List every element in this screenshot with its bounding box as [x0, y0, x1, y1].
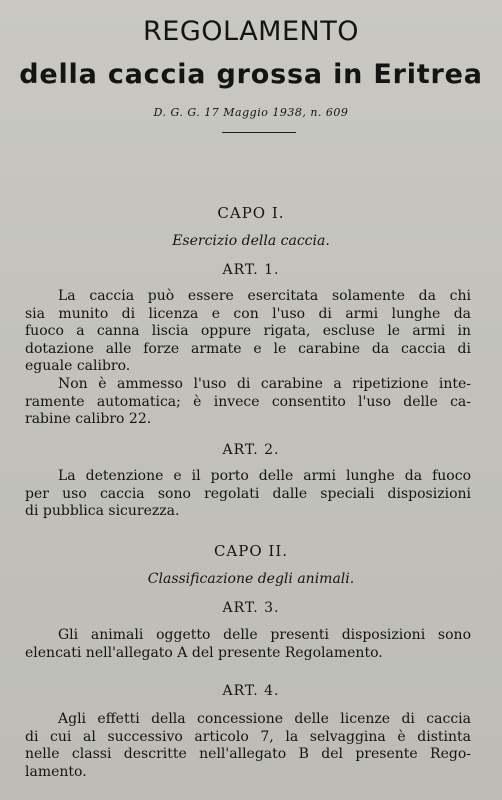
- chapter-2-heading: CAPO II.: [213, 542, 289, 560]
- text-line: di pubblica sicurezza.: [25, 503, 180, 519]
- article-3-heading: ART. 3.: [222, 600, 280, 616]
- text-line: per uso caccia sono regolati dalle speciali disposizioni: [25, 485, 471, 502]
- text-line: La caccia può essere esercitata solamente da chi: [58, 288, 471, 304]
- article-1-heading: ART. 1.: [222, 262, 280, 278]
- document-subtitle: della caccia grossa in Eritrea: [19, 59, 483, 90]
- text-line: dotazione alle forze armate e le carabine da caccia di: [25, 340, 471, 357]
- text-line: rabine calibro 22.: [25, 411, 152, 427]
- text-line: eguale calibro.: [25, 358, 131, 374]
- text-line: nelle classi descritte nell'allegato B del presente Rego-: [25, 746, 471, 762]
- article-3-paragraph-1: [25, 627, 471, 662]
- text-line: di cui al successivo articolo 7, la selvaggina è distinta: [25, 728, 471, 745]
- text-line: ramente automatica; è invece consentito l'uso delle ca-: [25, 393, 471, 410]
- text-line: fuoco a canna liscia oppure rigata, escluse le armi in: [25, 323, 471, 339]
- text-line: elencati nell'allegato A del presente Regolamento.: [25, 644, 383, 661]
- decree-reference: D. G. G. 17 Maggio 1938, n. 609: [153, 106, 349, 119]
- text-line: Gli animali oggetto delle presenti disposizioni sono: [58, 627, 471, 643]
- chapter-2-subtitle: Classificazione degli animali.: [147, 571, 355, 587]
- article-1-paragraph-1: [25, 288, 471, 376]
- text-line: Agli effetti della concessione delle licenze di caccia: [58, 711, 471, 727]
- document-title: REGOLAMENTO: [143, 16, 359, 47]
- text-line: sia munito di licenza e con l'uso di armi lunghe da: [25, 305, 471, 322]
- chapter-1-heading: CAPO I.: [217, 204, 285, 222]
- article-2-heading: ART. 2.: [222, 442, 280, 458]
- chapter-1-subtitle: Esercizio della caccia.: [172, 233, 330, 249]
- article-4-heading: ART. 4.: [222, 683, 280, 699]
- article-1-paragraph-2: [25, 376, 471, 429]
- text-line: La detenzione e il porto delle armi lunghe da fuoco: [58, 468, 471, 484]
- article-4-paragraph-1: [25, 711, 471, 781]
- title-divider: [222, 132, 296, 133]
- article-2-paragraph-1: [25, 468, 471, 521]
- text-line: lamento.: [25, 763, 87, 780]
- text-line: Non è ammesso l'uso di carabine a ripetizione inte-: [58, 376, 471, 392]
